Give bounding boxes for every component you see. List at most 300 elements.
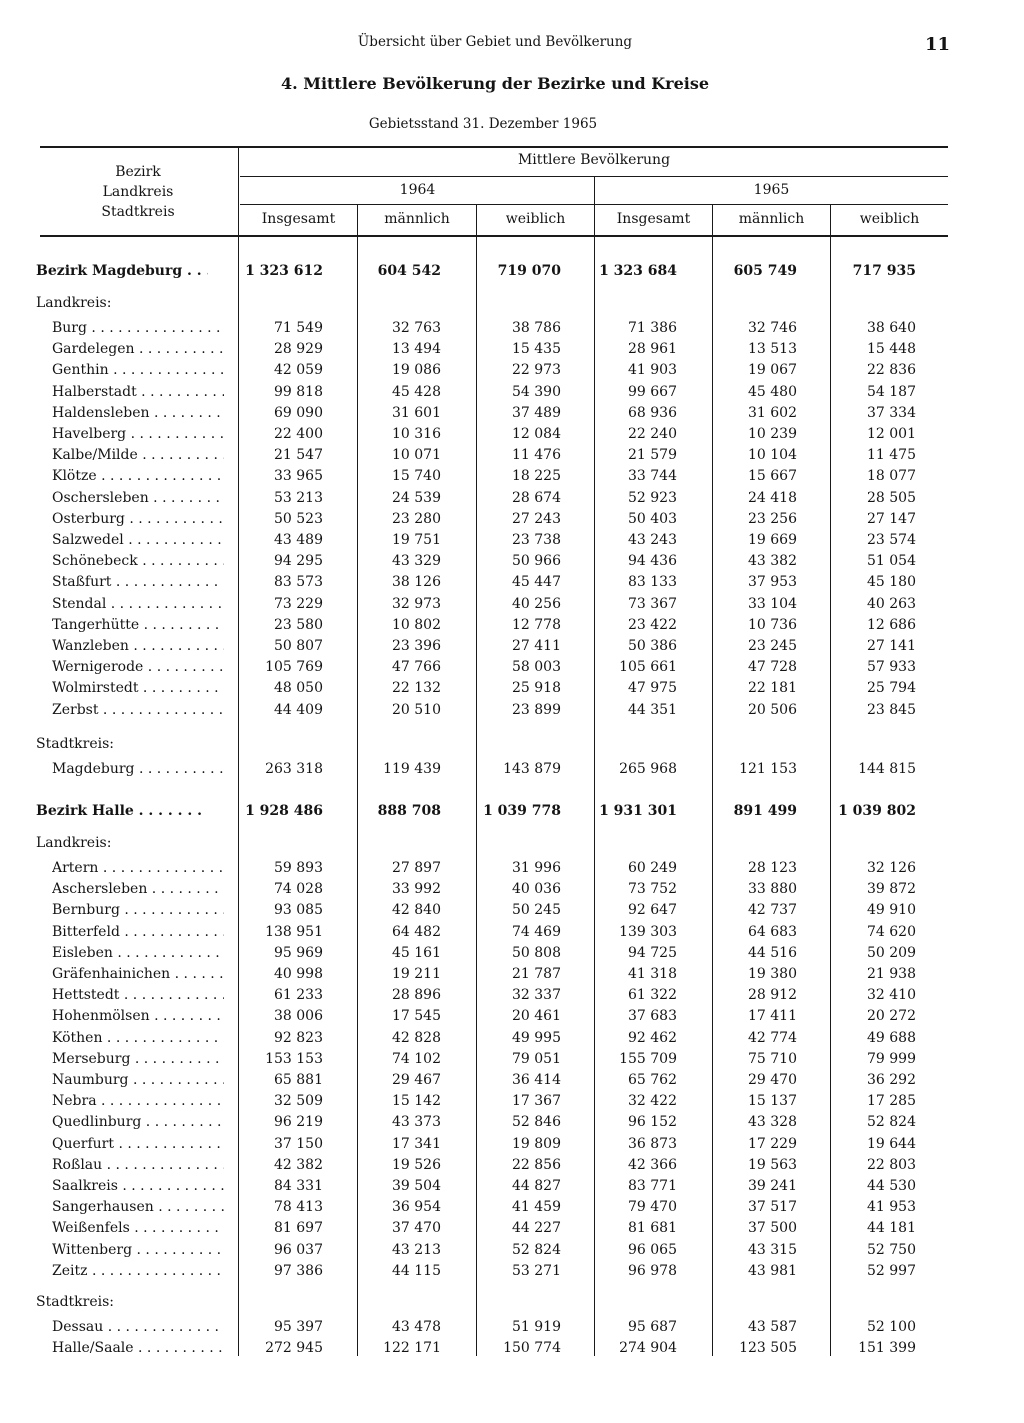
cell-value: 891 499 bbox=[733, 803, 797, 819]
cell-value: 43 329 bbox=[392, 553, 441, 570]
table-row bbox=[0, 1197, 1024, 1218]
cell-value: 29 467 bbox=[392, 1072, 441, 1088]
cell-value: 42 737 bbox=[748, 902, 797, 919]
cell-value: 36 414 bbox=[512, 1072, 561, 1088]
cell-value: 95 687 bbox=[628, 1319, 677, 1335]
cell-value: 36 873 bbox=[628, 1135, 677, 1152]
row-name: Aschersleben . . . bbox=[52, 879, 224, 900]
cell-value: 45 180 bbox=[867, 574, 916, 591]
cell-value: 32 126 bbox=[867, 860, 916, 876]
cell-value: 36 954 bbox=[392, 1199, 441, 1216]
table-row bbox=[0, 339, 1024, 360]
cell-value: 38 006 bbox=[274, 1008, 323, 1025]
row-name: Dessau . . . bbox=[52, 1317, 224, 1338]
cell-value: 96 978 bbox=[628, 1262, 677, 1279]
cell-value: 54 187 bbox=[867, 383, 916, 400]
cell-value: 1 039 778 bbox=[483, 803, 561, 819]
row-name: Kalbe/Milde . . . bbox=[52, 445, 224, 466]
cell-value: 92 823 bbox=[274, 1029, 323, 1046]
cell-value: 44 351 bbox=[628, 701, 677, 718]
cell-value: 1 039 802 bbox=[838, 803, 916, 819]
cell-value: 32 509 bbox=[274, 1093, 323, 1110]
row-name: Bezirk Halle . . . bbox=[36, 801, 208, 822]
cell-value: 28 912 bbox=[748, 987, 797, 1004]
cell-value: 74 028 bbox=[274, 881, 323, 898]
bezirk-row bbox=[0, 801, 1024, 822]
col-header-weiblich-1964: weiblich bbox=[505, 211, 566, 227]
table-row bbox=[0, 466, 1024, 487]
cell-value: 81 697 bbox=[274, 1220, 323, 1237]
table-row bbox=[0, 636, 1024, 657]
table-row bbox=[0, 922, 1024, 943]
cell-value: 38 786 bbox=[512, 320, 561, 336]
cell-value: 17 229 bbox=[748, 1135, 797, 1152]
cell-value: 45 447 bbox=[512, 574, 561, 591]
cell-value: 10 316 bbox=[392, 426, 441, 442]
table-row bbox=[0, 1240, 1024, 1261]
cell-value: 94 295 bbox=[274, 553, 323, 570]
row-name: Nebra . . . bbox=[52, 1091, 224, 1112]
cell-value: 28 961 bbox=[628, 341, 677, 358]
row-name: Hohenmölsen . . . bbox=[52, 1006, 224, 1027]
table-row bbox=[0, 1155, 1024, 1176]
cell-value: 32 763 bbox=[392, 320, 441, 336]
cell-value: 36 292 bbox=[867, 1072, 916, 1088]
cell-value: 105 769 bbox=[265, 659, 323, 676]
cell-value: 74 620 bbox=[867, 923, 916, 940]
col-header-insgesamt-1965: Insgesamt bbox=[616, 211, 691, 227]
row-name: Naumburg . . . bbox=[52, 1070, 224, 1091]
cell-value: 31 996 bbox=[512, 860, 561, 876]
cell-value: 1 931 301 bbox=[599, 803, 677, 819]
cell-value: 21 787 bbox=[512, 966, 561, 982]
row-name: Köthen . . . bbox=[52, 1028, 224, 1049]
cell-value: 49 995 bbox=[512, 1029, 561, 1046]
cell-value: 22 132 bbox=[392, 680, 441, 697]
page-number: 11 bbox=[924, 34, 950, 55]
table-row bbox=[0, 424, 1024, 445]
cell-value: 23 422 bbox=[628, 616, 677, 633]
cell-value: 81 681 bbox=[628, 1220, 677, 1237]
cell-value: 29 470 bbox=[748, 1072, 797, 1088]
row-name: Bezirk Magdeburg . . . bbox=[36, 261, 208, 282]
table-row bbox=[0, 318, 1024, 339]
cell-value: 54 390 bbox=[512, 383, 561, 400]
cell-value: 42 366 bbox=[628, 1156, 677, 1173]
cell-value: 96 219 bbox=[274, 1114, 323, 1131]
cell-value: 17 545 bbox=[392, 1008, 441, 1025]
cell-value: 50 807 bbox=[274, 638, 323, 654]
cell-value: 43 587 bbox=[748, 1319, 797, 1335]
table-title: 4. Mittlere Bevölkerung der Bezirke und Kreise bbox=[280, 74, 710, 93]
cell-value: 43 213 bbox=[392, 1241, 441, 1258]
col-header-weiblich-1965: weiblich bbox=[859, 211, 920, 227]
cell-value: 43 382 bbox=[748, 553, 797, 570]
row-name: Wanzleben . . . bbox=[52, 636, 224, 657]
cell-value: 58 003 bbox=[512, 659, 561, 676]
cell-value: 61 233 bbox=[274, 987, 323, 1004]
cell-value: 22 400 bbox=[274, 426, 323, 442]
cell-value: 41 318 bbox=[628, 966, 677, 982]
cell-value: 37 150 bbox=[274, 1135, 323, 1152]
cell-value: 10 802 bbox=[392, 616, 441, 633]
cell-value: 143 879 bbox=[503, 761, 561, 777]
cell-value: 12 001 bbox=[867, 426, 916, 442]
cell-value: 42 774 bbox=[748, 1029, 797, 1046]
running-head: Übersicht über Gebiet und Bevölkerung bbox=[357, 34, 633, 50]
cell-value: 27 147 bbox=[867, 510, 916, 527]
cell-value: 19 669 bbox=[748, 532, 797, 548]
cell-value: 44 827 bbox=[512, 1178, 561, 1194]
cell-value: 37 470 bbox=[392, 1220, 441, 1237]
cell-value: 44 181 bbox=[867, 1220, 916, 1237]
spanning-header: Mittlere Bevölkerung bbox=[517, 152, 671, 168]
cell-value: 123 505 bbox=[739, 1340, 797, 1357]
table-row bbox=[0, 879, 1024, 900]
cell-value: 50 966 bbox=[512, 553, 561, 570]
table-row bbox=[0, 1317, 1024, 1338]
cell-value: 150 774 bbox=[503, 1340, 561, 1357]
table-row bbox=[0, 615, 1024, 636]
cell-value: 23 738 bbox=[512, 532, 561, 548]
cell-value: 49 910 bbox=[867, 902, 916, 919]
cell-value: 32 422 bbox=[628, 1093, 677, 1110]
table-row bbox=[0, 700, 1024, 721]
cell-value: 52 824 bbox=[512, 1241, 561, 1258]
cell-value: 19 526 bbox=[392, 1156, 441, 1173]
cell-value: 43 478 bbox=[392, 1319, 441, 1335]
cell-value: 75 710 bbox=[748, 1050, 797, 1067]
table-row bbox=[0, 964, 1024, 985]
cell-value: 19 067 bbox=[748, 362, 797, 379]
cell-value: 47 975 bbox=[628, 680, 677, 697]
row-name: Genthin . . . bbox=[52, 360, 224, 381]
cell-value: 18 225 bbox=[512, 468, 561, 485]
cell-value: 40 036 bbox=[512, 881, 561, 898]
cell-value: 43 489 bbox=[274, 532, 323, 548]
cell-value: 1 323 684 bbox=[599, 263, 677, 279]
row-name: Burg . . . bbox=[52, 318, 224, 339]
cell-value: 15 667 bbox=[748, 468, 797, 485]
cell-value: 92 647 bbox=[628, 902, 677, 919]
cell-value: 22 973 bbox=[512, 362, 561, 379]
row-name: Salzwedel . . . bbox=[52, 530, 224, 551]
cell-value: 52 100 bbox=[867, 1319, 916, 1335]
cell-value: 93 085 bbox=[274, 902, 323, 919]
cell-value: 1 323 612 bbox=[245, 263, 323, 279]
cell-value: 151 399 bbox=[858, 1340, 916, 1357]
cell-value: 15 740 bbox=[392, 468, 441, 485]
row-name: Stendal . . . bbox=[52, 594, 224, 615]
section-label-stadtkreis: Stadtkreis: bbox=[36, 736, 114, 752]
row-name: Havelberg . . . bbox=[52, 424, 224, 445]
cell-value: 37 683 bbox=[628, 1008, 677, 1025]
cell-value: 19 211 bbox=[392, 966, 441, 982]
stub-header-bezirk: Bezirk bbox=[115, 164, 161, 180]
cell-value: 719 070 bbox=[497, 263, 561, 279]
cell-value: 83 771 bbox=[628, 1178, 677, 1194]
cell-value: 15 435 bbox=[512, 341, 561, 358]
cell-value: 17 285 bbox=[867, 1093, 916, 1110]
stub-header bbox=[40, 162, 236, 222]
cell-value: 19 751 bbox=[392, 532, 441, 548]
cell-value: 21 547 bbox=[274, 447, 323, 464]
cell-value: 11 476 bbox=[512, 447, 561, 464]
cell-value: 71 386 bbox=[628, 320, 677, 336]
cell-value: 888 708 bbox=[377, 803, 441, 819]
cell-value: 24 418 bbox=[748, 489, 797, 506]
table-row bbox=[0, 1070, 1024, 1091]
cell-value: 13 494 bbox=[392, 341, 441, 358]
row-name: Saalkreis . . . bbox=[52, 1176, 224, 1197]
cell-value: 97 386 bbox=[274, 1262, 323, 1279]
table-row bbox=[0, 985, 1024, 1006]
row-name: Zeitz . . . bbox=[52, 1261, 224, 1282]
table-row bbox=[0, 403, 1024, 424]
stub-header-stadtkreis: Stadtkreis bbox=[101, 204, 175, 220]
cell-value: 64 683 bbox=[748, 923, 797, 940]
cell-value: 11 475 bbox=[867, 447, 916, 464]
cell-value: 20 510 bbox=[392, 701, 441, 718]
table-row bbox=[0, 1049, 1024, 1070]
cell-value: 17 411 bbox=[748, 1008, 797, 1025]
cell-value: 15 137 bbox=[748, 1093, 797, 1110]
cell-value: 51 054 bbox=[867, 553, 916, 570]
table-row bbox=[0, 488, 1024, 509]
row-name: Quedlinburg . . . bbox=[52, 1112, 224, 1133]
table-row bbox=[0, 1091, 1024, 1112]
cell-value: 39 504 bbox=[392, 1178, 441, 1194]
cell-value: 21 938 bbox=[867, 966, 916, 982]
cell-value: 27 243 bbox=[512, 510, 561, 527]
cell-value: 41 459 bbox=[512, 1199, 561, 1216]
cell-value: 33 992 bbox=[392, 881, 441, 898]
col-header-insgesamt-1964: Insgesamt bbox=[261, 211, 336, 227]
section-label-stadtkreis: Stadtkreis: bbox=[36, 1294, 114, 1310]
table-row bbox=[0, 678, 1024, 699]
cell-value: 45 480 bbox=[748, 383, 797, 400]
cell-value: 57 933 bbox=[867, 659, 916, 676]
cell-value: 23 280 bbox=[392, 510, 441, 527]
cell-value: 19 809 bbox=[512, 1135, 561, 1152]
cell-value: 43 373 bbox=[392, 1114, 441, 1131]
cell-value: 33 744 bbox=[628, 468, 677, 485]
cell-value: 44 516 bbox=[748, 944, 797, 961]
cell-value: 50 403 bbox=[628, 510, 677, 527]
cell-value: 19 086 bbox=[392, 362, 441, 379]
row-name: Halle/Saale . . . bbox=[52, 1338, 224, 1359]
row-name: Eisleben . . . bbox=[52, 943, 224, 964]
cell-value: 45 428 bbox=[392, 383, 441, 400]
year-header-1965: 1965 bbox=[753, 182, 790, 198]
cell-value: 1 928 486 bbox=[245, 803, 323, 819]
cell-value: 25 794 bbox=[867, 680, 916, 697]
section-label-landkreis: Landkreis: bbox=[36, 295, 112, 311]
table-row bbox=[0, 551, 1024, 572]
cell-value: 23 574 bbox=[867, 532, 916, 548]
cell-value: 71 549 bbox=[274, 320, 323, 336]
cell-value: 10 736 bbox=[748, 616, 797, 633]
table-row bbox=[0, 858, 1024, 879]
row-name: Oschersleben . . . bbox=[52, 488, 224, 509]
cell-value: 19 380 bbox=[748, 966, 797, 982]
cell-value: 263 318 bbox=[265, 761, 323, 777]
cell-value: 28 674 bbox=[512, 489, 561, 506]
row-name: Weißenfels . . . bbox=[52, 1218, 224, 1239]
cell-value: 40 256 bbox=[512, 595, 561, 612]
cell-value: 20 272 bbox=[867, 1008, 916, 1025]
cell-value: 28 896 bbox=[392, 987, 441, 1004]
cell-value: 99 818 bbox=[274, 383, 323, 400]
cell-value: 92 462 bbox=[628, 1029, 677, 1046]
cell-value: 17 367 bbox=[512, 1093, 561, 1110]
cell-value: 105 661 bbox=[619, 659, 677, 676]
cell-value: 52 846 bbox=[512, 1114, 561, 1131]
cell-value: 42 382 bbox=[274, 1156, 323, 1173]
cell-value: 20 461 bbox=[512, 1008, 561, 1025]
cell-value: 95 969 bbox=[274, 944, 323, 961]
cell-value: 73 367 bbox=[628, 595, 677, 612]
cell-value: 83 133 bbox=[628, 574, 677, 591]
table-row bbox=[0, 572, 1024, 593]
cell-value: 74 469 bbox=[512, 923, 561, 940]
cell-value: 32 973 bbox=[392, 595, 441, 612]
cell-value: 272 945 bbox=[265, 1340, 323, 1357]
cell-value: 50 808 bbox=[512, 944, 561, 961]
table-row bbox=[0, 594, 1024, 615]
cell-value: 23 899 bbox=[512, 701, 561, 718]
cell-value: 33 880 bbox=[748, 881, 797, 898]
cell-value: 74 102 bbox=[392, 1050, 441, 1067]
cell-value: 119 439 bbox=[383, 761, 441, 777]
cell-value: 38 126 bbox=[392, 574, 441, 591]
cell-value: 50 386 bbox=[628, 638, 677, 654]
cell-value: 99 667 bbox=[628, 383, 677, 400]
cell-value: 68 936 bbox=[628, 404, 677, 421]
cell-value: 23 580 bbox=[274, 616, 323, 633]
cell-value: 65 881 bbox=[274, 1072, 323, 1088]
cell-value: 96 037 bbox=[274, 1241, 323, 1258]
bezirk-row bbox=[0, 261, 1024, 282]
top-rule bbox=[40, 146, 948, 148]
row-name: Artern . . . bbox=[52, 858, 224, 879]
cell-value: 40 998 bbox=[274, 966, 323, 982]
cell-value: 153 153 bbox=[265, 1050, 323, 1067]
cell-value: 144 815 bbox=[858, 761, 916, 777]
cell-value: 49 688 bbox=[867, 1029, 916, 1046]
cell-value: 12 686 bbox=[867, 616, 916, 633]
table-row bbox=[0, 1261, 1024, 1282]
cell-value: 22 856 bbox=[512, 1156, 561, 1173]
cell-value: 44 530 bbox=[867, 1178, 916, 1194]
cell-value: 52 997 bbox=[867, 1262, 916, 1279]
cell-value: 44 115 bbox=[392, 1262, 441, 1279]
table-row bbox=[0, 382, 1024, 403]
row-name: Hettstedt . . . bbox=[52, 985, 224, 1006]
cell-value: 10 104 bbox=[748, 447, 797, 464]
cell-value: 52 923 bbox=[628, 489, 677, 506]
cell-value: 42 828 bbox=[392, 1029, 441, 1046]
table-row bbox=[0, 360, 1024, 381]
cell-value: 79 999 bbox=[867, 1050, 916, 1067]
cell-value: 25 918 bbox=[512, 680, 561, 697]
cell-value: 78 413 bbox=[274, 1199, 323, 1216]
cell-value: 50 209 bbox=[867, 944, 916, 961]
table-row bbox=[0, 1028, 1024, 1049]
cell-value: 13 513 bbox=[748, 341, 797, 358]
cell-value: 40 263 bbox=[867, 595, 916, 612]
cell-value: 94 436 bbox=[628, 553, 677, 570]
cell-value: 37 489 bbox=[512, 404, 561, 421]
cell-value: 48 050 bbox=[274, 680, 323, 697]
section-label-landkreis: Landkreis: bbox=[36, 835, 112, 851]
cell-value: 96 152 bbox=[628, 1114, 677, 1131]
cell-value: 37 517 bbox=[748, 1199, 797, 1216]
cell-value: 53 213 bbox=[274, 489, 323, 506]
cell-value: 42 840 bbox=[392, 902, 441, 919]
table-row bbox=[0, 1176, 1024, 1197]
cell-value: 27 411 bbox=[512, 638, 561, 654]
cell-value: 96 065 bbox=[628, 1241, 677, 1258]
table-row bbox=[0, 1112, 1024, 1133]
cell-value: 73 752 bbox=[628, 881, 677, 898]
row-name: Gräfenhainichen . . . bbox=[52, 964, 224, 985]
cell-value: 21 579 bbox=[628, 447, 677, 464]
cell-value: 605 749 bbox=[733, 263, 797, 279]
table-row bbox=[0, 943, 1024, 964]
row-name: Wernigerode . . . bbox=[52, 657, 224, 678]
row-name: Merseburg . . . bbox=[52, 1049, 224, 1070]
cell-value: 27 897 bbox=[392, 860, 441, 876]
cell-value: 265 968 bbox=[619, 761, 677, 777]
cell-value: 84 331 bbox=[274, 1178, 323, 1194]
year-header-1964: 1964 bbox=[399, 182, 436, 198]
cell-value: 12 778 bbox=[512, 616, 561, 633]
cell-value: 138 951 bbox=[265, 923, 323, 940]
cell-value: 44 227 bbox=[512, 1220, 561, 1237]
header-bottom-rule bbox=[40, 235, 948, 237]
cell-value: 24 539 bbox=[392, 489, 441, 506]
cell-value: 27 141 bbox=[867, 638, 916, 654]
cell-value: 18 077 bbox=[867, 468, 916, 485]
cell-value: 41 903 bbox=[628, 362, 677, 379]
cell-value: 32 746 bbox=[748, 320, 797, 336]
cell-value: 51 919 bbox=[512, 1319, 561, 1335]
table-subtitle: Gebietsstand 31. Dezember 1965 bbox=[368, 116, 598, 132]
cell-value: 37 334 bbox=[867, 404, 916, 421]
row-name: Roßlau . . . bbox=[52, 1155, 224, 1176]
cell-value: 19 563 bbox=[748, 1156, 797, 1173]
cell-value: 61 322 bbox=[628, 987, 677, 1004]
cell-value: 23 845 bbox=[867, 701, 916, 718]
cell-value: 31 601 bbox=[392, 404, 441, 421]
stub-header-landkreis: Landkreis bbox=[102, 184, 174, 200]
cell-value: 32 410 bbox=[867, 987, 916, 1004]
cell-value: 17 341 bbox=[392, 1135, 441, 1152]
cell-value: 79 470 bbox=[628, 1199, 677, 1216]
cell-value: 43 243 bbox=[628, 532, 677, 548]
table-row bbox=[0, 509, 1024, 530]
cell-value: 47 728 bbox=[748, 659, 797, 676]
row-name: Bitterfeld . . . bbox=[52, 922, 224, 943]
row-name: Querfurt . . . bbox=[52, 1134, 224, 1155]
cell-value: 23 256 bbox=[748, 510, 797, 527]
cell-value: 23 396 bbox=[392, 638, 441, 654]
cell-value: 43 981 bbox=[748, 1262, 797, 1279]
row-name: Schönebeck . . . bbox=[52, 551, 224, 572]
cell-value: 15 448 bbox=[867, 341, 916, 358]
table-row bbox=[0, 1006, 1024, 1027]
